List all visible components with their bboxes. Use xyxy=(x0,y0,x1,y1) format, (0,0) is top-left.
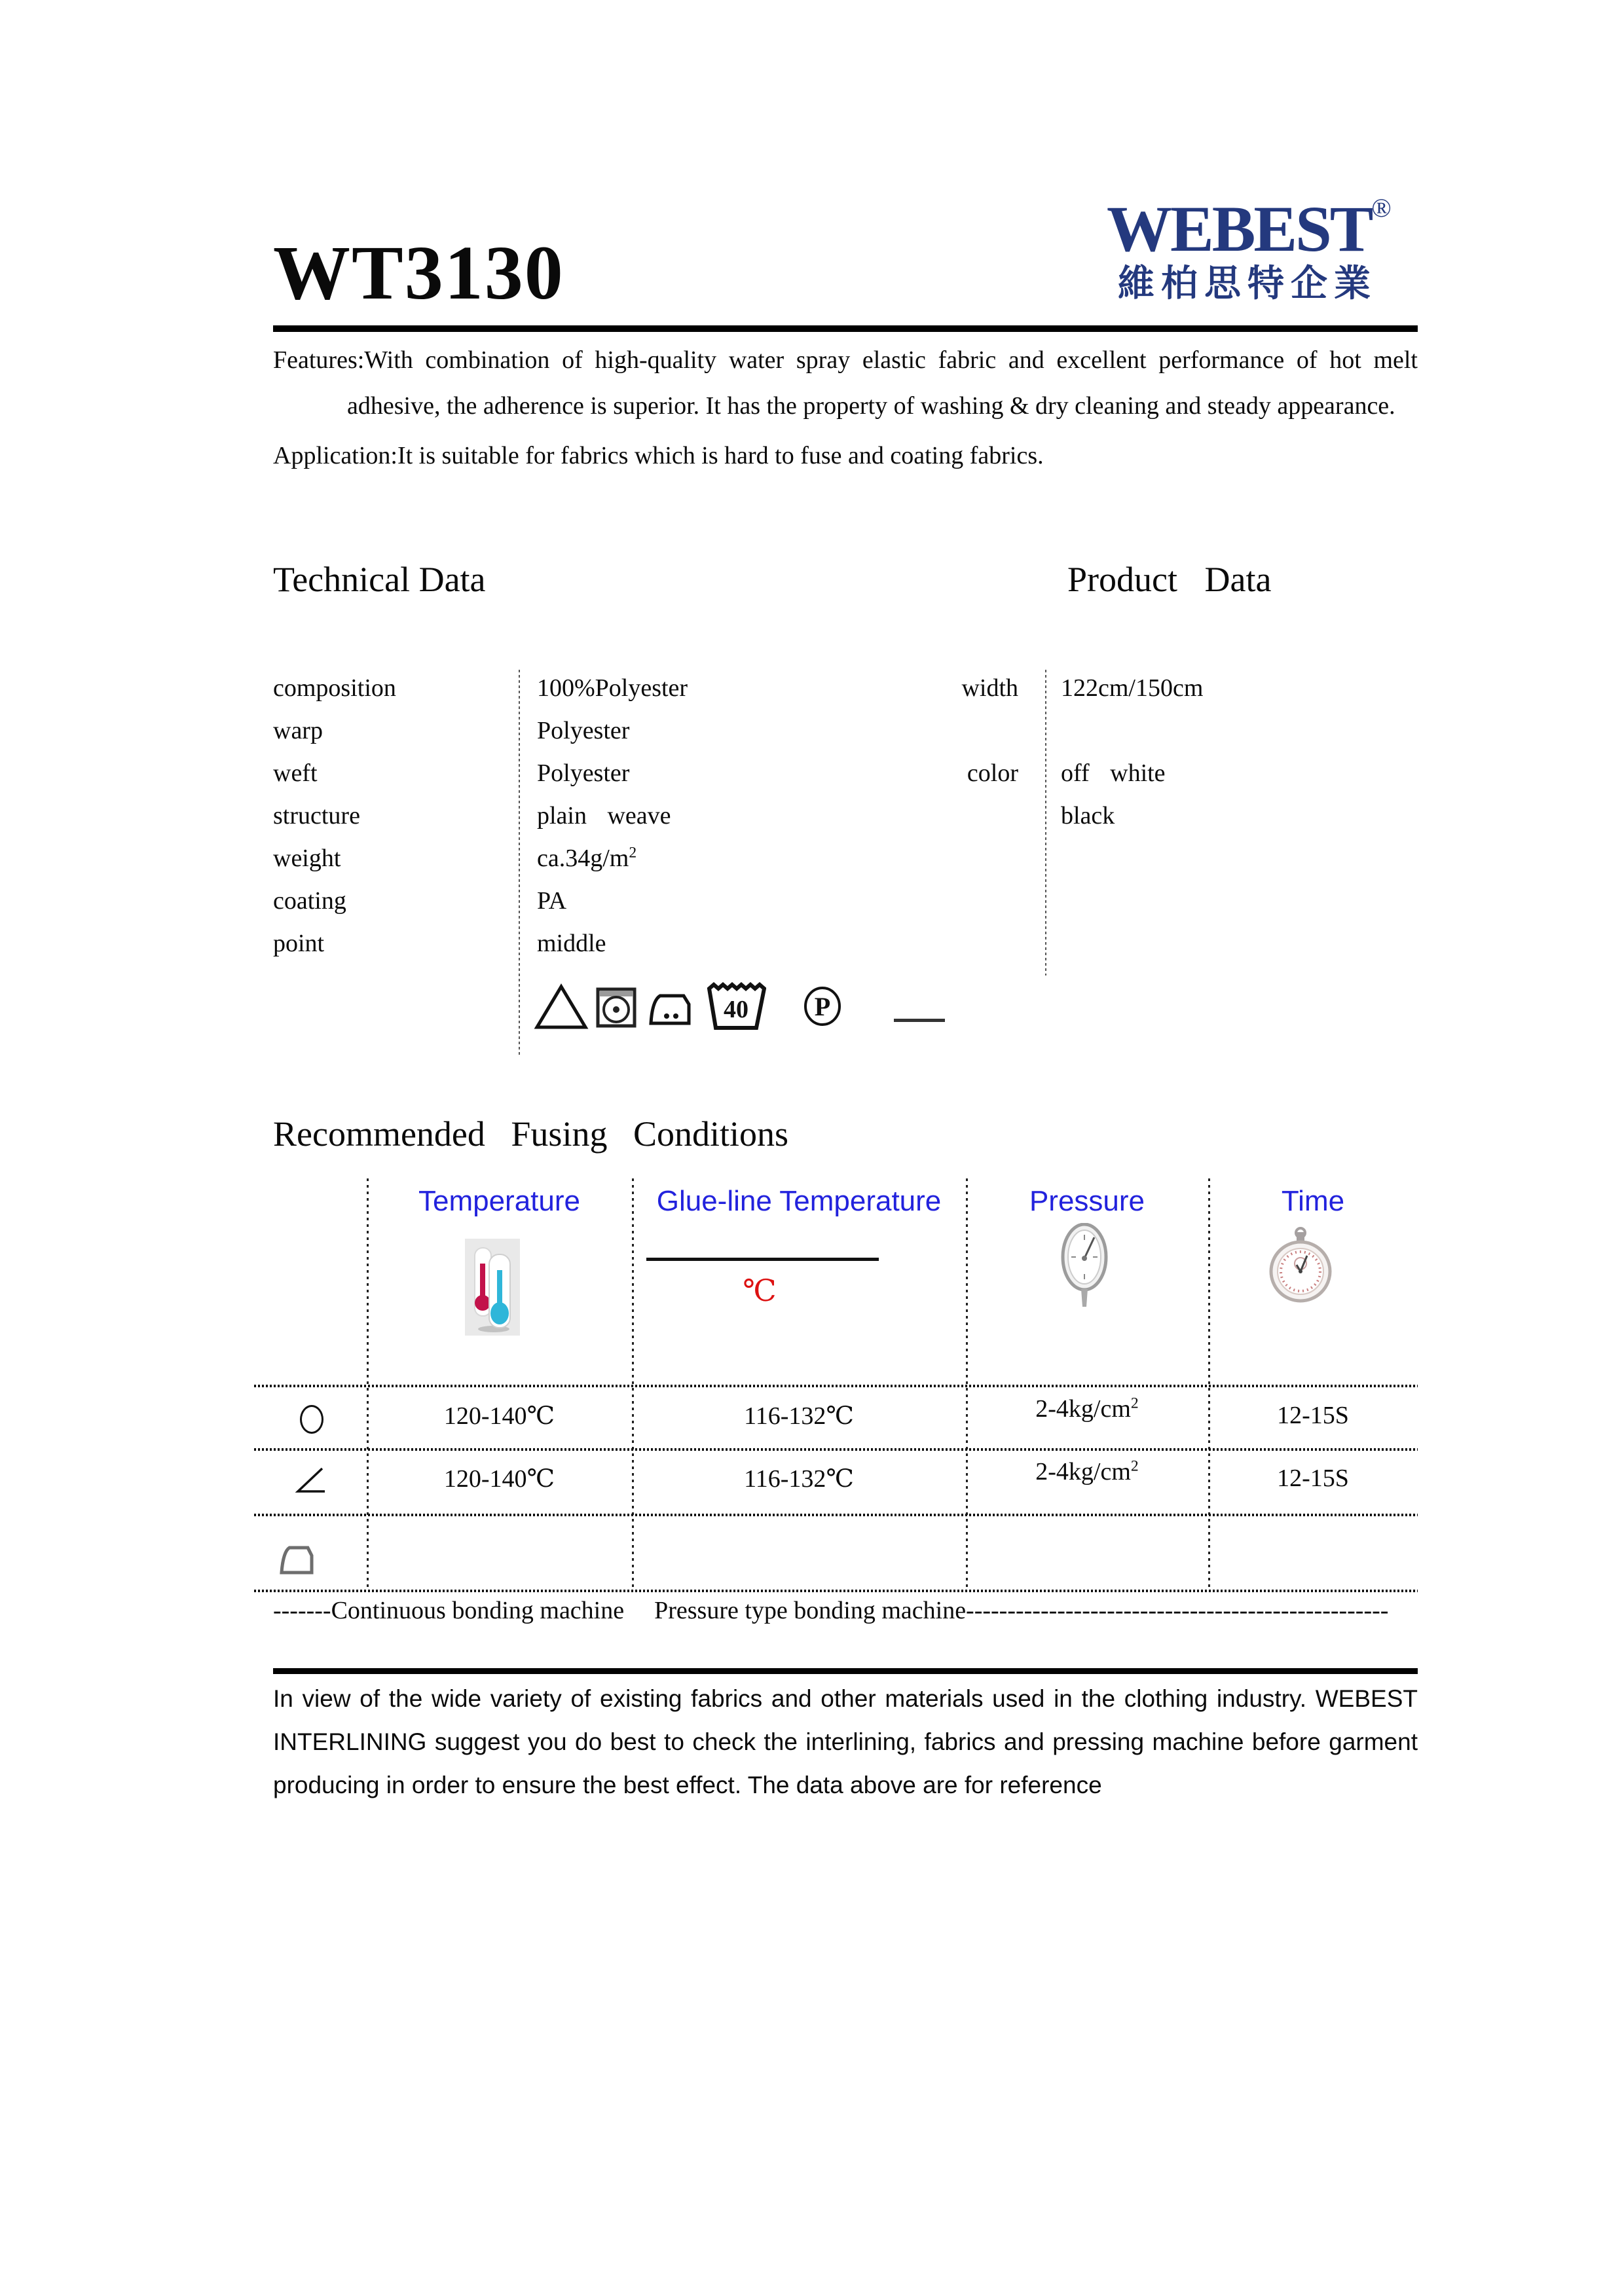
column-header-pressure: Pressure xyxy=(1029,1185,1145,1217)
machine-symbol-circle xyxy=(300,1405,323,1434)
table-row: color off white xyxy=(967,759,1166,787)
table-row: coating PA xyxy=(273,886,567,915)
caption-continuous: -------Continuous bonding machine xyxy=(273,1597,625,1624)
cell-time: 12-15S xyxy=(1277,1402,1349,1429)
registered-trademark-icon: ® xyxy=(1371,193,1392,223)
cell-temperature: 120-140℃ xyxy=(443,1402,555,1430)
brand-name-chinese: 維柏思特企業 xyxy=(1118,264,1377,304)
column-header-time: Time xyxy=(1281,1185,1345,1217)
stopwatch-icon xyxy=(1269,1227,1332,1309)
svg-text:40: 40 xyxy=(724,996,748,1023)
bleach-triangle-icon xyxy=(534,983,589,1030)
page-title: WT3130 xyxy=(273,230,564,316)
table-row: warp Polyester xyxy=(273,716,630,744)
disclaimer-text: In view of the wide variety of existing fabrics and other materials used in the clothing industry. WEBEST INTERLINING suggest you do best to check the interlining, fabrics and pressing machine before garment producing in order to ensure the best effect. The data above are for reference xyxy=(273,1685,1418,1798)
glue-line-unit: ℃ xyxy=(743,1274,777,1307)
table-row: black xyxy=(1061,801,1115,829)
cell-time: 12-15S xyxy=(1277,1465,1349,1492)
fusing-row-divider xyxy=(254,1590,1418,1592)
cell-pressure: $2-4kg/cm^2$ xyxy=(1035,1394,1139,1423)
table-row: weight $ca.34g/m^2$ xyxy=(273,843,637,872)
fusing-row-divider xyxy=(254,1448,1418,1451)
cell-temperature: 120-140℃ xyxy=(443,1465,555,1493)
pressure-gauge-icon xyxy=(1060,1223,1109,1311)
table-row: structure plain weave xyxy=(273,801,671,829)
column-header-glue-line: Glue-line Temperature xyxy=(656,1185,942,1217)
svg-text:P: P xyxy=(814,992,831,1021)
table-row: width 122cm/150cm xyxy=(961,674,1204,702)
machine-symbol-angle xyxy=(295,1467,325,1497)
fusing-row-divider xyxy=(254,1514,1418,1516)
intro-block xyxy=(273,337,1418,479)
machine-wash-40-icon xyxy=(706,982,766,1032)
table-row: weft Polyester xyxy=(273,759,630,787)
brand-logo xyxy=(1107,192,1392,304)
table-row: composition 100%Polyester xyxy=(273,674,688,702)
fusing-col-divider xyxy=(367,1178,369,1590)
brand-name: WEBEST xyxy=(1107,192,1372,265)
machine-caption xyxy=(273,1596,1388,1625)
dry-clean-icon xyxy=(803,986,842,1027)
dash-icon xyxy=(894,1019,945,1022)
cell-glue-line: 116-132℃ xyxy=(744,1465,854,1493)
table-row-spacer xyxy=(917,709,1414,752)
technical-data-heading: Technical Data xyxy=(273,560,486,599)
brand-logo-wordmark xyxy=(1107,192,1392,265)
fusing-row-divider xyxy=(254,1385,1418,1387)
cell-glue-line: 116-132℃ xyxy=(744,1402,854,1430)
glue-line-underline xyxy=(646,1258,879,1261)
machine-symbol-iron xyxy=(278,1542,317,1581)
fusing-col-divider xyxy=(1208,1178,1210,1590)
caption-pressure-type: Pressure type bonding machine--------------------------------------------------- xyxy=(654,1597,1389,1624)
cell-pressure: $2-4kg/cm^2$ xyxy=(1035,1457,1139,1485)
product-table xyxy=(917,666,1414,837)
fusing-col-divider xyxy=(632,1178,634,1590)
column-header-temperature: Temperature xyxy=(418,1185,580,1217)
technical-table xyxy=(273,666,915,964)
iron-two-dots-icon xyxy=(647,991,695,1029)
fusing-col-divider xyxy=(966,1178,968,1590)
features-text: Features:With combination of high-quality water spray elastic fabric and excellent performance of hot melt adhesive, the adherence is superior. It has the property of washing & dry cleaning and steady appearance. xyxy=(273,346,1418,420)
product-data-heading: Product Data xyxy=(1067,560,1272,599)
header-divider xyxy=(273,325,1418,332)
thermometer-icon xyxy=(465,1239,520,1339)
fusing-conditions-heading: Recommended Fusing Conditions xyxy=(273,1114,788,1154)
table-row: point middle xyxy=(273,929,606,957)
tumble-dry-icon xyxy=(596,987,637,1028)
footer-divider xyxy=(273,1668,1418,1674)
application-text: Application:It is suitable for fabrics which is hard to fuse and coating fabrics. xyxy=(273,442,1044,469)
